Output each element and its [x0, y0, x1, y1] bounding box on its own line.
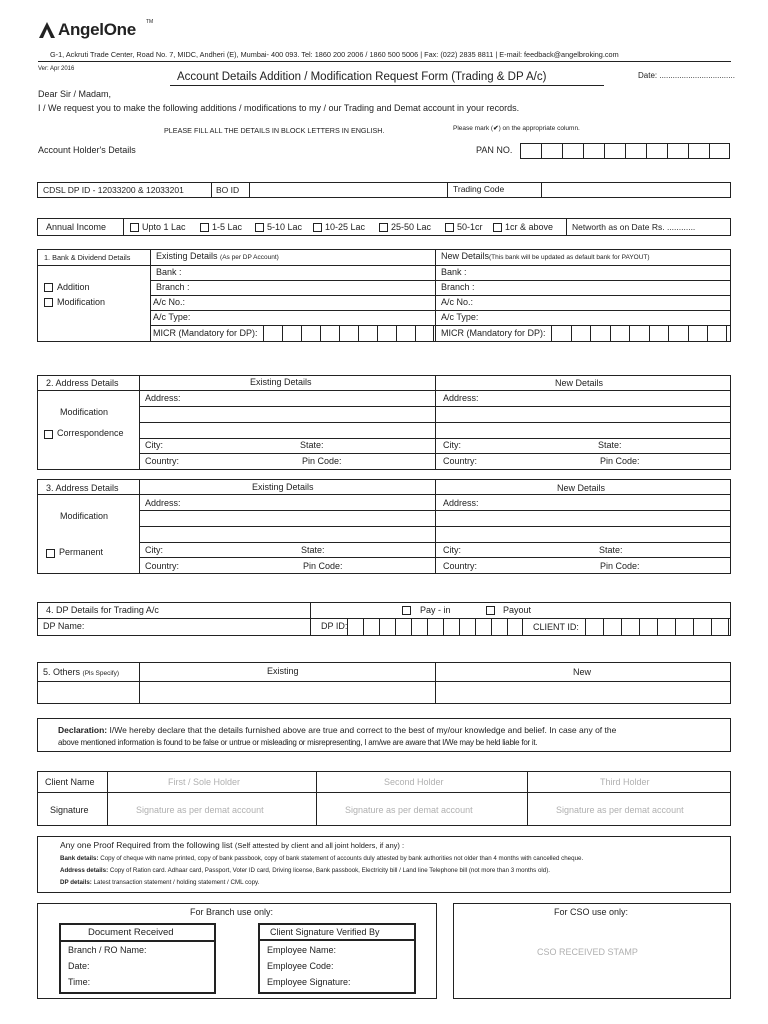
- address-label: Address:: [145, 393, 181, 403]
- third-holder-signature[interactable]: Signature as per demat account: [556, 805, 684, 815]
- trading-code-input[interactable]: [542, 183, 730, 197]
- city-label: City:: [443, 440, 461, 450]
- sig-field-label: Employee Name:: [267, 945, 337, 955]
- bo-id-input[interactable]: [250, 183, 447, 197]
- dp-id-label: DP ID:: [321, 621, 348, 631]
- address-new-title: New Details: [555, 378, 604, 388]
- others-existing-title: Existing: [267, 666, 299, 676]
- brand-logo: [38, 20, 158, 40]
- cso-received-stamp[interactable]: CSO RECEIVED STAMP: [537, 947, 638, 957]
- address-label: Address:: [443, 498, 479, 508]
- others-new-title: New: [573, 667, 592, 677]
- address-label: Address:: [443, 393, 479, 403]
- cso-use-title: For CSO use only:: [554, 907, 629, 917]
- address-modification-label: Modification: [60, 407, 109, 417]
- payout-checkbox[interactable]: [486, 606, 495, 615]
- existing-details-text: Existing Details: [156, 251, 218, 261]
- pan-label: PAN NO.: [476, 145, 513, 155]
- brand-name: AngelOne: [58, 20, 136, 39]
- client-id-label: CLIENT ID:: [533, 622, 579, 632]
- checkmark-icon: ✔: [493, 125, 499, 132]
- others-title: [43, 668, 119, 678]
- signature-table: [37, 771, 731, 826]
- proof-item: [60, 880, 259, 886]
- pay-in-label: Pay - in: [420, 605, 451, 615]
- proof-title: [60, 841, 404, 850]
- income-option-label: 10-25 Lac: [325, 222, 366, 232]
- correspondence-checkbox[interactable]: [44, 430, 53, 439]
- declaration-box: [37, 718, 731, 752]
- proof-item-text: Latest transaction statement / holding statement / CML copy.: [93, 879, 260, 886]
- new-details-text: New Details: [441, 251, 490, 261]
- income-checkbox-1cr-above[interactable]: [493, 223, 502, 232]
- bank-field-label: A/c Type:: [441, 312, 479, 322]
- bank-field-label: A/c Type:: [153, 312, 191, 322]
- payout-label: Payout: [503, 605, 532, 615]
- first-holder-name[interactable]: First / Sole Holder: [168, 777, 241, 787]
- address-existing-title: Existing Details: [250, 377, 312, 387]
- bo-id-label: BO ID: [216, 185, 240, 195]
- signature-verified-box: [258, 923, 416, 994]
- address-existing-title: Existing Details: [252, 482, 314, 492]
- income-option-label: 25-50 Lac: [391, 222, 432, 232]
- branch-use-box: [37, 903, 437, 999]
- pin-code-label: Pin Code:: [302, 456, 342, 466]
- proof-item: [60, 856, 583, 862]
- address-section-title: 3. Address Details: [46, 483, 119, 493]
- angelone-logo-icon: [38, 21, 56, 39]
- signature-label: Signature: [50, 805, 89, 815]
- proof-item: [60, 868, 550, 874]
- state-label: State:: [300, 440, 324, 450]
- address-section-correspondence: [37, 375, 731, 470]
- proof-item-text: Copy of Ration card. Adhaar card, Passport, Voter ID card, Driving license, Bank passbook, Electricity bill / Land line Telephone bill (not more than 3 months old).: [109, 867, 550, 874]
- proof-box: [37, 836, 731, 893]
- proof-item-label: Bank details:: [60, 855, 99, 862]
- pin-code-label: Pin Code:: [600, 561, 640, 571]
- micr-new-boxes[interactable]: [551, 325, 727, 341]
- income-checkbox-5-10-lac[interactable]: [255, 223, 264, 232]
- document-received-box: [59, 923, 216, 994]
- state-label: State:: [598, 440, 622, 450]
- income-option-label: 1cr & above: [505, 222, 554, 232]
- doc-field-label: Time:: [68, 977, 91, 987]
- bank-new-title: [441, 252, 650, 262]
- address-section-permanent: [37, 479, 731, 574]
- declaration-text-1: I/We hereby declare that the details furnished above are true and correct to the best of my/our knowledge and belief. In case any of the: [109, 725, 617, 735]
- new-details-sub: (This bank will be updated as default bank for PAYOUT): [489, 254, 650, 261]
- bank-section-title: 1. Bank & Dividend Details: [44, 253, 131, 262]
- income-option-label: 1-5 Lac: [212, 222, 243, 232]
- trading-code-label: Trading Code: [453, 184, 505, 194]
- signature-verified-title: Client Signature Verified By: [270, 927, 380, 937]
- bank-addition-checkbox[interactable]: [44, 283, 53, 292]
- annual-income-row: [37, 218, 731, 236]
- country-label: Country:: [443, 456, 478, 466]
- state-label: State:: [599, 545, 623, 555]
- pin-code-label: Pin Code:: [600, 456, 640, 466]
- proof-title-sub: (Self attested by client and all joint holders, if any) :: [234, 841, 405, 850]
- income-checkbox-10-25-lac[interactable]: [313, 223, 322, 232]
- others-title-text: 5. Others: [43, 667, 81, 677]
- others-title-sub: (Pls Specify): [82, 670, 120, 677]
- salutation: Dear Sir / Madam,: [38, 89, 112, 99]
- cdsl-dp-id: CDSL DP ID - 12033200 & 12033201: [43, 185, 184, 195]
- micr-existing-boxes[interactable]: [263, 325, 434, 341]
- correspondence-label: Correspondence: [57, 428, 124, 438]
- bank-field-label: Bank :: [441, 267, 467, 277]
- others-existing-input[interactable]: [140, 682, 435, 703]
- header-rule: [38, 61, 731, 62]
- client-id-boxes[interactable]: [585, 618, 729, 635]
- declaration-label: Declaration:: [58, 725, 108, 735]
- bank-addition-label: Addition: [57, 282, 90, 292]
- proof-title-text: Any one Proof Required from the following list: [60, 840, 233, 850]
- mark-note-suffix: ) on the appropriate column.: [498, 125, 580, 132]
- others-new-input[interactable]: [436, 682, 730, 703]
- second-holder-name[interactable]: Second Holder: [384, 777, 444, 787]
- third-holder-name[interactable]: Third Holder: [600, 777, 650, 787]
- bank-field-label: A/c No.:: [441, 297, 474, 307]
- others-section: [37, 662, 731, 704]
- permanent-checkbox[interactable]: [46, 549, 55, 558]
- id-row: [37, 182, 731, 198]
- income-checkbox-upto-1-lac[interactable]: [130, 223, 139, 232]
- second-holder-signature[interactable]: Signature as per demat account: [345, 805, 473, 815]
- bank-modification-label: Modification: [57, 297, 106, 307]
- client-name-label: Client Name: [45, 777, 95, 787]
- pay-in-checkbox[interactable]: [402, 606, 411, 615]
- form-title: Account Details Addition / Modification Request Form (Trading & DP A/c): [177, 71, 547, 83]
- mark-note: [453, 126, 580, 133]
- title-underline: [170, 85, 604, 86]
- declaration-line-2: above mentioned information is found to be false or untrue or misleading or misrepresenting, I am/we are aware that I/We may be held liable for it.: [58, 738, 538, 747]
- bank-field-label: Branch :: [156, 282, 190, 292]
- proof-item-label: DP details:: [60, 879, 92, 886]
- dp-section-title: 4. DP Details for Trading A/c: [46, 605, 159, 615]
- existing-details-sub: (As per DP Account): [220, 254, 279, 261]
- doc-field-label: Branch / RO Name:: [68, 945, 147, 955]
- address-new-title: New Details: [557, 483, 606, 493]
- dp-name-label: DP Name:: [43, 621, 85, 631]
- bank-existing-title: [156, 252, 279, 262]
- date-field[interactable]: Date: ..................................: [638, 71, 735, 80]
- trademark-mark: TM: [146, 19, 154, 25]
- bank-field-label: MICR (Mandatory for DP):: [153, 328, 258, 338]
- form-version: Ver: Apr 2016: [38, 66, 75, 72]
- request-text: I / We request you to make the following additions / modifications to my / our Trading and Demat account in your records.: [38, 103, 520, 113]
- city-label: City:: [443, 545, 461, 555]
- country-label: Country:: [145, 456, 180, 466]
- sig-field-label: Employee Code:: [267, 961, 334, 971]
- networth-label[interactable]: Networth as on Date Rs. ............: [572, 222, 696, 232]
- dp-id-boxes[interactable]: [347, 618, 523, 635]
- address-modification-label: Modification: [60, 511, 109, 521]
- document-received-title: Document Received: [88, 927, 174, 938]
- state-label: State:: [301, 545, 325, 555]
- bank-section: [37, 249, 731, 342]
- first-holder-signature[interactable]: Signature as per demat account: [136, 805, 264, 815]
- income-checkbox-1-5-lac[interactable]: [200, 223, 209, 232]
- city-label: City:: [145, 545, 163, 555]
- bank-field-label: Branch :: [441, 282, 475, 292]
- city-label: City:: [145, 440, 163, 450]
- pin-code-label: Pin Code:: [303, 561, 343, 571]
- income-option-label: Upto 1 Lac: [142, 222, 186, 232]
- sig-field-label: Employee Signature:: [267, 977, 351, 987]
- income-checkbox-25-50-lac[interactable]: [379, 223, 388, 232]
- annual-income-label: Annual Income: [46, 222, 107, 232]
- dp-section: [37, 602, 731, 636]
- country-label: Country:: [145, 561, 180, 571]
- account-holder-label: Account Holder's Details: [38, 145, 136, 155]
- declaration-line-1: [58, 726, 616, 735]
- proof-item-label: Address details:: [60, 867, 109, 874]
- proof-item-text: Copy of cheque with name printed, copy of bank passbook, copy of bank statement of accounts duly attested by bank authorities not older than 4 months with cancelled cheque.: [100, 855, 584, 862]
- address-label: Address:: [145, 498, 181, 508]
- pan-input-boxes[interactable]: [520, 143, 730, 159]
- bank-field-label: Bank :: [156, 267, 182, 277]
- branch-use-title: For Branch use only:: [190, 907, 274, 917]
- mark-note-prefix: Please mark (: [453, 125, 494, 132]
- address-section-title: 2. Address Details: [46, 378, 119, 388]
- income-option-label: 5-10 Lac: [267, 222, 303, 232]
- income-checkbox-50-1cr[interactable]: [445, 223, 454, 232]
- permanent-label: Permanent: [59, 547, 104, 557]
- cso-use-box: [453, 903, 731, 999]
- bank-field-label: A/c No.:: [153, 297, 186, 307]
- block-letters-note: PLEASE FILL ALL THE DETAILS IN BLOCK LETTERS IN ENGLISH.: [164, 126, 385, 135]
- income-option-label: 50-1cr: [457, 222, 483, 232]
- country-label: Country:: [443, 561, 478, 571]
- company-address: G-1, Ackruti Trade Center, Road No. 7, MIDC, Andheri (E), Mumbai- 400 093. Tel: 1860 200 2006 / 1860 500 5006 | Fax: (022) 2835 8811 | E-mail: feedback@angelbroking.com: [50, 50, 619, 59]
- bank-modification-checkbox[interactable]: [44, 298, 53, 307]
- bank-field-label: MICR (Mandatory for DP):: [441, 328, 546, 338]
- doc-field-label: Date:: [68, 961, 90, 971]
